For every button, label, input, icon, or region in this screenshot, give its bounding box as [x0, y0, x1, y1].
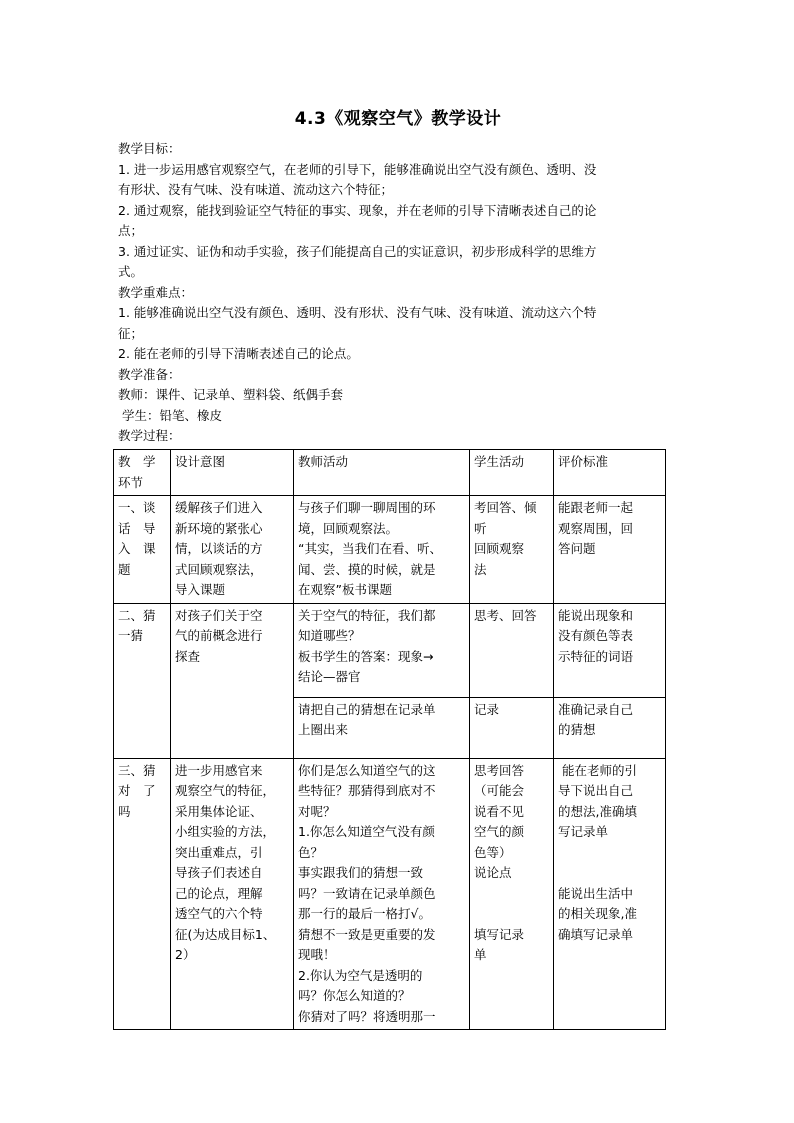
intent-cell: 缓解孩子们进入 新环境的紧张心 情，以谈话的方 式回顾观察法， 导入课题 [171, 496, 294, 604]
process-heading: 教学过程： [118, 428, 181, 443]
objective-line: 1. 进一步运用感官观察空气，在老师的引导下，能够准确说出空气没有颜色、透明、没 [118, 161, 597, 177]
header-criteria: 评价标准 [554, 450, 666, 496]
page-title: 4.3《观察空气》教学设计 [294, 109, 502, 129]
document-body [118, 104, 678, 447]
objectives-heading: 教学目标： [118, 141, 181, 156]
process-table [113, 449, 666, 1030]
header-student: 学生活动 [470, 450, 554, 496]
objective-line: 点； [118, 223, 144, 238]
criteria-cell: 能跟老师一起 观察周围，回 答问题 [554, 496, 666, 604]
keypoint-line: 征； [118, 325, 144, 341]
objective-line: 有形状、没有气味、没有味道、流动这六个特征； [118, 182, 394, 197]
stage-cell: 一、谈 话 导 入 课 题 [114, 496, 171, 604]
student-cell: 记录 [470, 697, 554, 758]
criteria-cell: 能在老师的引 导下说出自己 的想法,准确填 写记录单 能说出生活中 的相关现象,准 确填写记录单 [554, 758, 666, 1030]
keypoint-line: 2. 能在老师的引导下清晰表述自己的论点。 [118, 346, 359, 361]
header-stage: 教 学 环节 [114, 450, 171, 496]
teacher-cell: 关于空气的特征，我们都 知道哪些？ 板书学生的答案：现象→ 结论—器官 [294, 603, 470, 697]
intent-cell: 进一步用感官来 观察空气的特征， 采用集体论证、 小组实验的方法， 突出重难点，引 导孩子们表述自 己的论点，理解 透空气的六个特 征(为达成目标1、 2） [171, 758, 294, 1030]
prep-line: 教师：课件、记录单、塑料袋、纸偶手套 [118, 387, 344, 402]
objective-line: 2. 通过观察，能找到验证空气特征的事实、现象，并在老师的引导下清晰表述自己的论 [118, 202, 597, 218]
table-row [114, 603, 666, 697]
keypoint-line: 1. 能够准确说出空气没有颜色、透明、没有形状、没有气味、没有味道、流动这六个特 [118, 305, 597, 320]
teacher-cell: 请把自己的猜想在记录单 上圈出来 [294, 697, 470, 758]
header-intent: 设计意图 [171, 450, 294, 496]
prep-line: 学生：铅笔、橡皮 [118, 407, 222, 423]
criteria-cell: 准确记录自己 的猜想 [554, 697, 666, 758]
criteria-cell: 能说出现象和 没有颜色等表 示特征的词语 [554, 603, 666, 697]
keypoints-heading: 教学重难点： [118, 284, 194, 300]
objective-line: 3. 通过证实、证伪和动手实验，孩子们能提高自己的实证意识，初步形成科学的思维方 [118, 243, 597, 259]
teacher-cell: 与孩子们聊一聊周围的环 境，回顾观察法。 “其实，当我们在看、听、 闻、尝、摸的时候，就是 在观察”板书课题 [294, 496, 470, 604]
table-header-row [114, 450, 666, 496]
teacher-cell: 你们是怎么知道空气的这 些特征？那猜得到底对不 对呢？ 1.你怎么知道空气没有颜 色？ 事实跟我们的猜想一致 吗？一致请在记录单颜色 那一行的最后一格打√。 猜想不一致是更重要的发 现哦！ 2.你认为空气是透明的 吗？你怎么知道的？ 你猜对了吗？将透明那一 [294, 758, 470, 1030]
prep-heading: 教学准备： [118, 366, 181, 382]
student-cell: 考回答、倾 听 回顾观察 法 [470, 496, 554, 604]
table-row [114, 758, 666, 1030]
header-teacher: 教师活动 [294, 450, 470, 496]
student-cell: 思考回答 （可能会 说看不见 空气的颜 色等） 说论点 填写记录 单 [470, 758, 554, 1030]
stage-cell: 二、猜 一猜 [114, 603, 171, 758]
table-row [114, 496, 666, 604]
student-cell: 思考、回答 [470, 603, 554, 697]
intent-cell: 对孩子们关于空 气的前概念进行 探查 [171, 603, 294, 758]
objective-line: 式。 [118, 264, 144, 279]
stage-cell: 三、猜 对 了 吗 [114, 758, 171, 1030]
